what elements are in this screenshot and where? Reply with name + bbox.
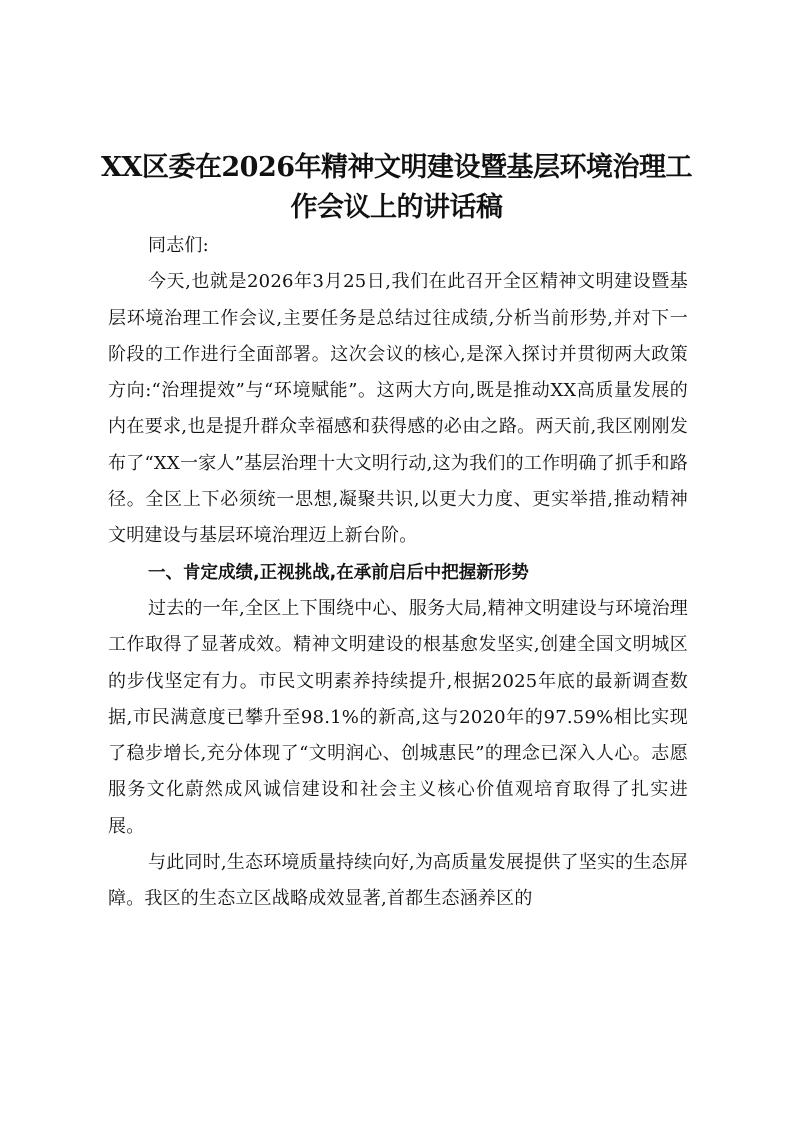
document-body — [108, 228, 688, 918]
section-paragraph: 过去的一年,全区上下围绕中心、服务大局,精神文明建设与环境治理工作取得了显著成效。精神文明建设的根基愈发坚实,创建全国文明城区的步伐坚定有力。市民文明素养持续提升,根据2025年底的最新调查数据,市民满意度已攀升至98.1%的新高,这与2020年的97.59%相比实现了稳步增长,充分体现了“文明润心、创城惠民”的理念已深入人心。志愿服务文化蔚然成风诚信建设和社会主义核心价值观培育取得了扎实进展。 — [108, 597, 688, 837]
salutation: 同志们: — [148, 235, 209, 256]
document-title: XX区委在2026年精神文明建设暨基层环境治理工作会议上的讲话稿 — [100, 152, 693, 223]
section-paragraph: 与此同时,生态环境质量持续向好,为高质量发展提供了坚实的生态屏障。我区的生态立区战略成效显著,首都生态涵养区的 — [108, 852, 688, 910]
intro-paragraph: 今天,也就是2026年3月25日,我们在此召开全区精神文明建设暨基层环境治理工作会议,主要任务是总结过往成绩,分析当前形势,并对下一阶段的工作进行全面部署。这次会议的核心,是深入探讨并贯彻两大政策方向:“治理提效”与“环境赋能”。这两大方向,既是推动XX高质量发展的内在要求,也是提升群众幸福感和获得感的必由之路。两天前,我区刚刚发布了“XX一家人”基层治理十大文明行动,这为我们的工作明确了抓手和路径。全区上下必须统一思想,凝聚共识,以更大力度、更实举措,推动精神文明建设与基层环境治理迈上新台阶。 — [108, 271, 688, 547]
section-heading: 一、肯定成绩,正视挑战,在承前启后中把握新形势 — [148, 562, 529, 583]
